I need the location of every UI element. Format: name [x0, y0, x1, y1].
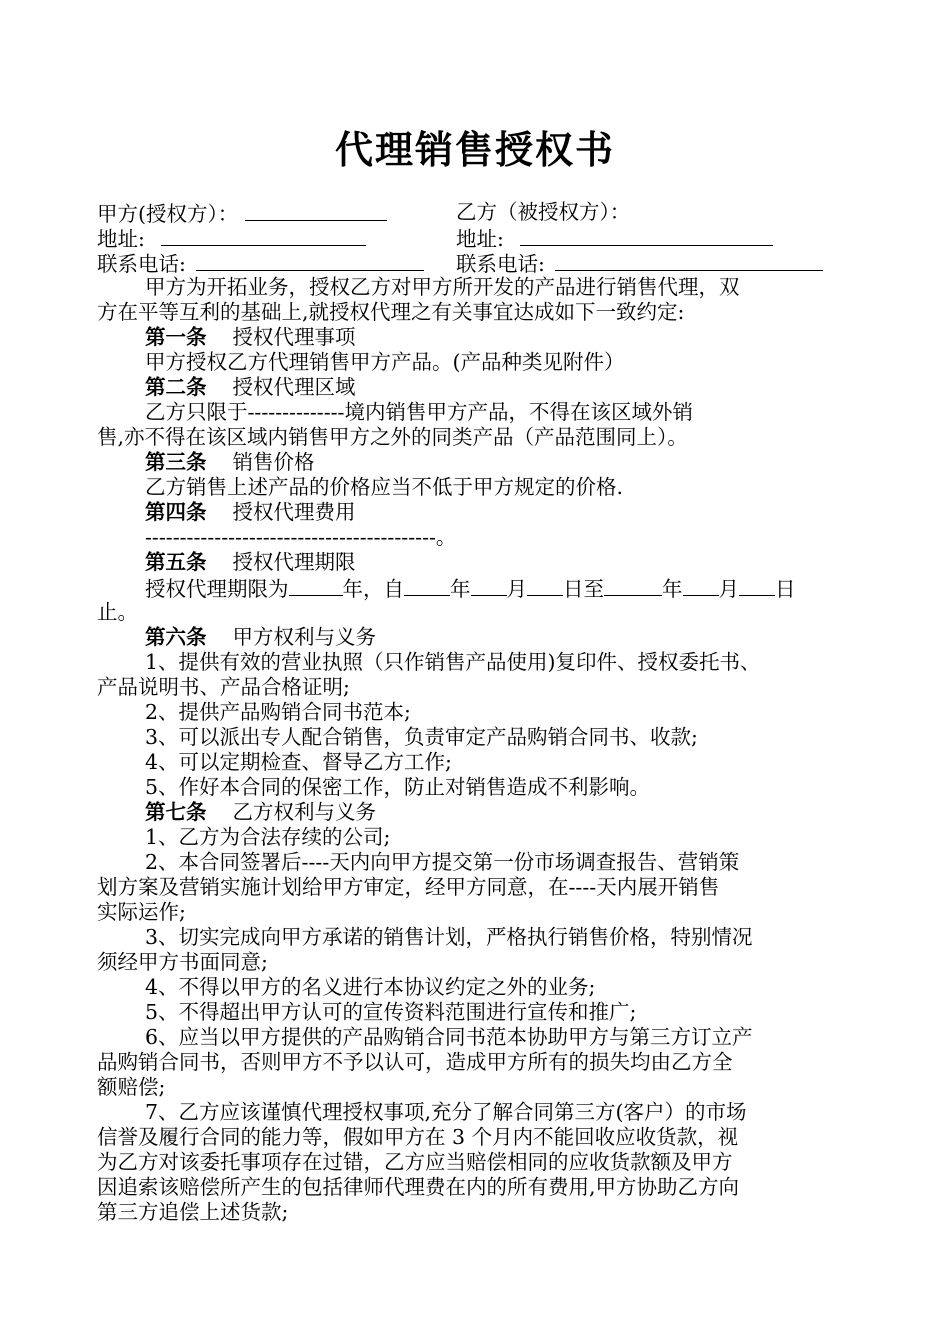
- article-7-item-7e: 第三方追偿上述货款;: [97, 1200, 289, 1224]
- term-text-1: 授权代理期限为: [145, 577, 289, 601]
- article-7-item-3a: 3、切实完成向甲方承诺的销售计划，严格执行销售价格，特别情况: [145, 925, 753, 949]
- article-7-item-2c: 实际运作;: [97, 900, 186, 924]
- article-7-number: 第七条: [145, 800, 207, 824]
- article-2-heading: [145, 375, 356, 400]
- article-7-item-7b: 信誉及履行合同的能力等，假如甲方在 3 个月内不能回收应收货款，视: [97, 1125, 739, 1149]
- party-b-address-line: [456, 225, 773, 252]
- party-b-address-label: 地址:: [456, 227, 504, 251]
- article-5-term-line: [145, 575, 796, 602]
- intro-line-2: 方在平等互利的基础上,就授权代理之有关事宜达成如下一致约定:: [97, 300, 685, 324]
- article-4-number: 第四条: [145, 500, 207, 524]
- party-b-address-blank: [520, 225, 773, 246]
- article-7-title: 乙方权利与义务: [232, 800, 376, 824]
- term-text-3: 年: [450, 577, 471, 601]
- article-3-heading: [145, 450, 315, 475]
- party-a-phone-label: 联系电话:: [97, 252, 186, 276]
- end-month-blank: [683, 575, 719, 596]
- article-1-title: 授权代理事项: [232, 325, 356, 349]
- item-2a-text-1: 2、本合同签署后: [145, 850, 302, 874]
- article-6-title: 甲方权利与义务: [232, 625, 376, 649]
- article-4-title: 授权代理费用: [232, 500, 356, 524]
- party-a-blank: [245, 200, 387, 221]
- document-title: 代理销售授权书: [334, 128, 615, 172]
- article-7-item-6b: 品购销合同书，否则甲方不予以认可，造成甲方所有的损失均由乙方全: [97, 1050, 733, 1074]
- term-text-6: 年: [662, 577, 683, 601]
- party-b-line: [456, 200, 630, 225]
- article-7-item-3b: 须经甲方书面同意;: [97, 950, 268, 974]
- party-a-phone-blank: [196, 250, 424, 271]
- article-7-item-2a: [145, 850, 739, 875]
- party-a-line: [97, 200, 387, 227]
- article-4-heading: [145, 500, 356, 525]
- article-7-item-4: 4、不得以甲方的名义进行本协议约定之外的业务;: [145, 975, 596, 999]
- start-month-blank: [471, 575, 507, 596]
- article-7-item-2b: [97, 875, 719, 900]
- end-year-blank: [604, 575, 662, 596]
- article-1-text: 甲方授权乙方代理销售甲方产品。(产品种类见附件）: [145, 350, 625, 374]
- article-4-text: ------------------------------------------。: [145, 525, 457, 549]
- article-2-title: 授权代理区域: [232, 375, 356, 399]
- item-2a-days-blank: ----: [301, 850, 330, 874]
- item-2a-text-2: 天内向甲方提交第一份市场调查报告、营销策: [329, 850, 740, 874]
- article-6-item-1a: 1、提供有效的营业执照（只作销售产品使用)复印件、授权委托书、: [145, 650, 761, 674]
- party-b-phone-blank: [555, 250, 823, 271]
- party-a-label: 甲方(授权方）：: [97, 202, 239, 226]
- term-years-blank: [289, 575, 343, 596]
- party-a-address-label: 地址:: [97, 227, 145, 251]
- article-7-item-6a: 6、应当以甲方提供的产品购销合同书范本协助甲方与第三方订立产: [145, 1025, 753, 1049]
- article-5-number: 第五条: [145, 550, 207, 574]
- article-6-item-4: 4、可以定期检查、督导乙方工作;: [145, 750, 452, 774]
- article-7-item-5: 5、不得超出甲方认可的宣传资料范围进行宣传和推广;: [145, 1000, 637, 1024]
- article-5-title: 授权代理期限: [232, 550, 356, 574]
- party-a-phone-line: [97, 250, 424, 277]
- party-b-phone-label: 联系电话:: [456, 252, 545, 276]
- party-b-phone-line: [456, 250, 823, 277]
- start-day-blank: [527, 575, 563, 596]
- article-5-term-end: 止。: [97, 600, 138, 624]
- article-7-item-7d: 因追索该赔偿所产生的包括律师代理费在内的所有费用,甲方协助乙方向: [97, 1175, 740, 1199]
- article-7-item-6c: 额赔偿;: [97, 1075, 166, 1099]
- article-6-item-1b: 产品说明书、产品合格证明;: [97, 675, 350, 699]
- article-5-heading: [145, 550, 356, 575]
- article-2-text-2: 售,亦不得在该区域内销售甲方之外的同类产品（产品范围同上）。: [97, 425, 688, 449]
- article-7-item-7c: 为乙方对该委托事项存在过错，乙方应当赔偿相同的应收货款额及甲方: [97, 1150, 733, 1174]
- article-3-title: 销售价格: [232, 450, 315, 474]
- article-2-text-a: 乙方只限于: [145, 400, 248, 424]
- item-2b-days-blank: ----: [568, 875, 597, 899]
- term-text-2: 年，自: [342, 577, 404, 601]
- end-day-blank: [739, 575, 775, 596]
- article-3-number: 第三条: [145, 450, 207, 474]
- item-2b-text-1: 划方案及营销实施计划给甲方审定，经甲方同意，在: [97, 875, 569, 899]
- article-6-item-2: 2、提供产品购销合同书范本;: [145, 700, 411, 724]
- article-7-item-1: 1、乙方为合法存续的公司;: [145, 825, 391, 849]
- article-3-text: 乙方销售上述产品的价格应当不低于甲方规定的价格.: [145, 475, 624, 499]
- start-year-blank: [404, 575, 450, 596]
- term-text-8: 日: [775, 577, 796, 601]
- article-6-heading: [145, 625, 376, 650]
- term-text-7: 月: [718, 577, 739, 601]
- article-1-heading: [145, 325, 356, 350]
- party-a-address-blank: [161, 225, 366, 246]
- term-text-5: 日至: [563, 577, 604, 601]
- article-2-text-b: 境内销售甲方产品，不得在该区域外销: [344, 400, 693, 424]
- party-a-address-line: [97, 225, 366, 252]
- item-2b-text-2: 天内展开销售: [596, 875, 720, 899]
- article-2-number: 第二条: [145, 375, 207, 399]
- intro-line-1: 甲方为开拓业务，授权乙方对甲方所开发的产品进行销售代理，双: [145, 275, 740, 299]
- article-7-item-7a: 7、乙方应该谨慎代理授权事项,充分了解合同第三方(客户）的市场: [145, 1100, 747, 1124]
- article-6-number: 第六条: [145, 625, 207, 649]
- article-1-number: 第一条: [145, 325, 207, 349]
- article-2-text-1: [145, 400, 693, 425]
- party-b-label: 乙方（被授权方）：: [456, 200, 631, 224]
- article-6-item-3: 3、可以派出专人配合销售，负责审定产品购销合同书、收款;: [145, 725, 698, 749]
- term-text-4: 月: [506, 577, 527, 601]
- article-7-heading: [145, 800, 376, 825]
- article-6-item-5: 5、作好本合同的保密工作，防止对销售造成不利影响。: [145, 775, 651, 799]
- article-2-region-blank: --------------: [247, 400, 345, 424]
